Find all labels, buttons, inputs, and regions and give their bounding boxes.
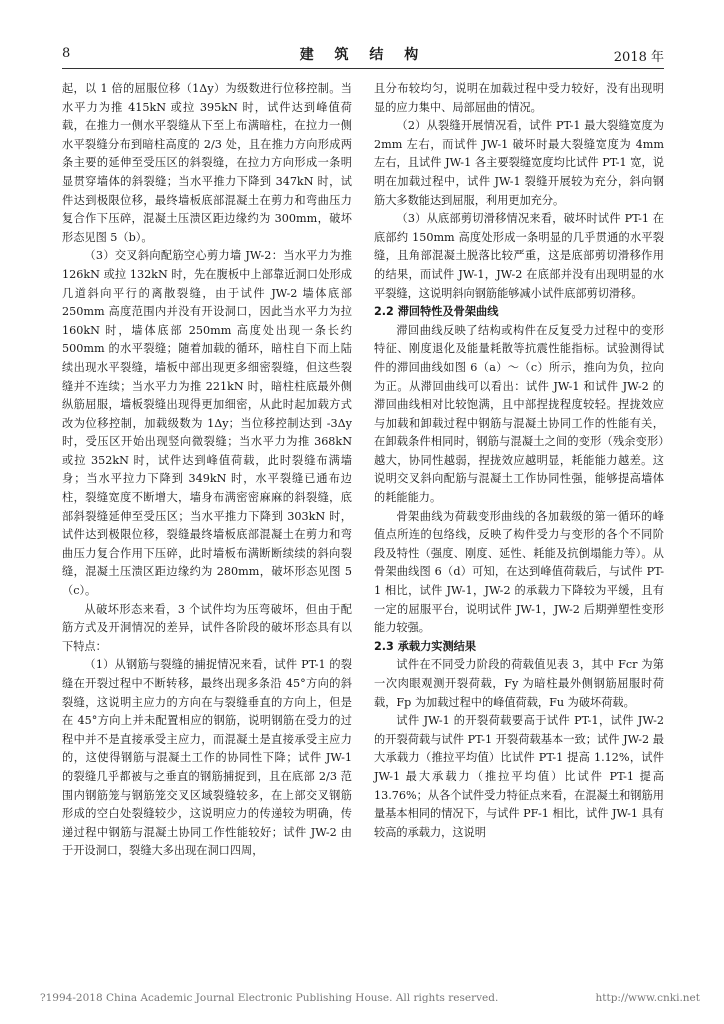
copyright-notice: ?1994-2018 China Academic Journal Electronic Publishing House. All rights reserved. [40,992,499,1004]
journal-title: 建 筑 结 构 [299,47,427,63]
paragraph: 滞回曲线反映了结构或构件在反复受力过程中的变形特征、刚度退化及能量耗散等抗震性能指标。试验测得试件的滞回曲线如图 6（a）～（c）所示，推向为负，拉向为正。从滞回曲线可以看出：试件 JW-1 和试件 JW-2 的滞回曲线相对比较饱满，且中部捏拢程度较轻。捏拢效应与加载和卸载过程中钢筋与混凝土协同工作的性能有关，在卸载条件相同时，钢筋与混凝土之间的变形（残余变形）越大，协同性越弱，捏拢效应越明显，耗能能力越差。这说明交叉斜向配筋与混凝土工作协同性强，能够提高墙体的耗能能力。 [374,323,664,505]
paragraph: 起，以 1 倍的屈服位移（1Δy）为级数进行位移控制。当水平力为推 415kN 或拉 395kN 时，试件达到峰值荷载，在推力一侧水平裂缝从下至上布满暗柱，在拉力一侧水平裂缝分布到暗柱高度的 2/3 处，且在推力方向形成两条主要的延伸至受压区的斜裂缝，在拉力方向形成一条明显贯穿墙体的斜裂缝；当水平推力下降到 347kN 时，试件达到极限位移，最终墙板底部混凝土在剪力和弯曲压力复合作下压碎，混凝土压溃区距边缘约为 300mm，破坏形态见图 5（b）。 [62,82,352,244]
header-rule [62,68,664,69]
right-column [374,80,664,842]
publication-year: 2018 年 [613,50,664,65]
paragraph: 试件 JW-1 的开裂荷载要高于试件 PT-1，试件 JW-2 的开裂荷载与试件 PT-1 开裂荷载基本一致；试件 JW-2 最大承载力（推拉平均值）比试件 PT-1 提高 1.12%，试件 JW-1 最大承载力（推拉平均值）比试件 PT-1 提高 13.76%；从各个试件受力特征点来看，在混凝土和钢筋用量基本相同的情况下，与试件 PF-1 相比，试件 JW-1 具有较高的承载力，这说明 [374,714,664,839]
page-footer [40,992,700,1004]
section-heading: 2.2 滞回特性及骨架曲线 [374,305,499,319]
footer-url: http://www.cnki.net [595,992,700,1004]
paragraph: （1）从钢筋与裂缝的捕捉情况来看，试件 PT-1 的裂缝在开裂过程中不断转移，最终出现多条沿 45°方向的斜裂缝，这说明主应力的方向在与裂缝垂直的方向上，但是在 45°方向上并未配置相应的钢筋，说明钢筋在受力的过程中并不是直接承受主应力，而混凝土是直接承受主应力的，这使得钢筋与混凝土工作的协同性下降；试件 JW-1 的裂缝几乎都被与之垂直的钢筋捕捉到，且在底部 2/3 范围内钢筋笼与钢筋笼交叉区域裂缝较多，在上部交叉钢筋形成的空白处裂缝较少，这说明应力的传递较为明确，传递过程中钢筋与混凝土协同工作性能较好；试件 JW-2 由于开设洞口，裂缝大多出现在洞口四周， [62,658,352,858]
paragraph: （2）从裂缝开展情况看，试件 PT-1 最大裂缝宽度为 2mm 左右，而试件 JW-1 破坏时最大裂缝宽度为 4mm 左右，且试件 JW-1 各主要裂缝宽度均比试件 PT-1 宽，说明在加载过程中，试件 JW-1 裂缝开展较为充分，斜向钢筋大多数能达到屈服，利用更加充分。 [374,119,664,207]
page-number: 8 [62,46,71,61]
left-column [62,80,352,861]
paragraph: 骨架曲线为荷载变形曲线的各加载级的第一循环的峰值点所连的包络线，反映了构件受力与变形的各个不同阶段及特性（强度、刚度、延性、耗能及抗倒塌能力等）。从骨架曲线图 6（d）可知，在达到峰值荷载后，与试件 PT-1 相比，试件 JW-1，JW-2 的承载力下降较为平缓，且有一定的屈服平台，说明试件 JW-1，JW-2 后期弹塑性变形能力较强。 [374,509,664,635]
section-heading: 2.3 承载力实测结果 [374,639,477,653]
paragraph: （3）从底部剪切滑移情况来看，破坏时试件 PT-1 在底部约 150mm 高度处形成一条明显的几乎贯通的水平裂缝，且角部混凝土脱落比较严重，这是底部剪切滑移作用的结果，而试件 JW-1，JW-2 在底部并没有出现明显的水平裂缝，这说明斜向钢筋能够减小试件底部剪切滑移。 [374,212,664,300]
paragraph: 试件在不同受力阶段的荷载值见表 3，其中 Fcr 为第一次肉眼观测开裂荷载，Fy 为暗柱最外侧钢筋屈服时荷载，Fp 为加载过程中的峰值荷载，Fu 为破坏荷载。 [374,658,664,709]
paragraph: （3）交叉斜向配筋空心剪力墙 JW-2：当水平力为推 126kN 或拉 132kN 时，先在腹板中上部靠近洞口处形成几道斜向平行的离散裂缝，由于试件 JW-2 墙体底部 250mm 高度范围内并没有开设洞口，因此当水平力为拉 160kN 时，墙体底部 250mm 高度处出现一条长约 500mm 的水平裂缝；随着加载的循环，暗柱自下而上陆续出现水平裂缝，墙板中部出现更多细密裂缝，但这些裂缝并不连续；当水平力为推 221kN 时，暗柱柱底最外侧纵筋屈服，墙板裂缝出现得更加细密，从此时起加载方式改为位移控制，加载级数为 1Δy；当位移控制达到 -3Δy 时，受压区开始出现竖向微裂缝；当水平力为推 368kN 或拉 352kN 时，试件达到峰值荷载，此时裂缝布满墙身；当水平拉力下降到 349kN 时，水平裂缝已通布边柱，裂缝宽度不断增大，墙身布满密密麻麻的斜裂缝，底部斜裂缝延伸至受压区；当水平推力下降到 303kN 时，试件达到极限位移，裂缝最终墙板底部混凝土在剪力和弯曲压力复合作用下压碎，此时墙板布满断断续续的斜向裂缝，混凝土压溃区距边缘约为 280mm，破坏形态见图 5（c）。 [62,249,352,598]
page-header [62,44,664,66]
paragraph: 且分布较均匀，说明在加载过程中受力较好，没有出现明显的应力集中、局部屈曲的情况。 [374,82,664,114]
paragraph: 从破坏形态来看，3 个试件均为压弯破坏，但由于配筋方式及开洞情况的差异，试件各阶段的破坏形态具有以下特点： [62,602,352,653]
